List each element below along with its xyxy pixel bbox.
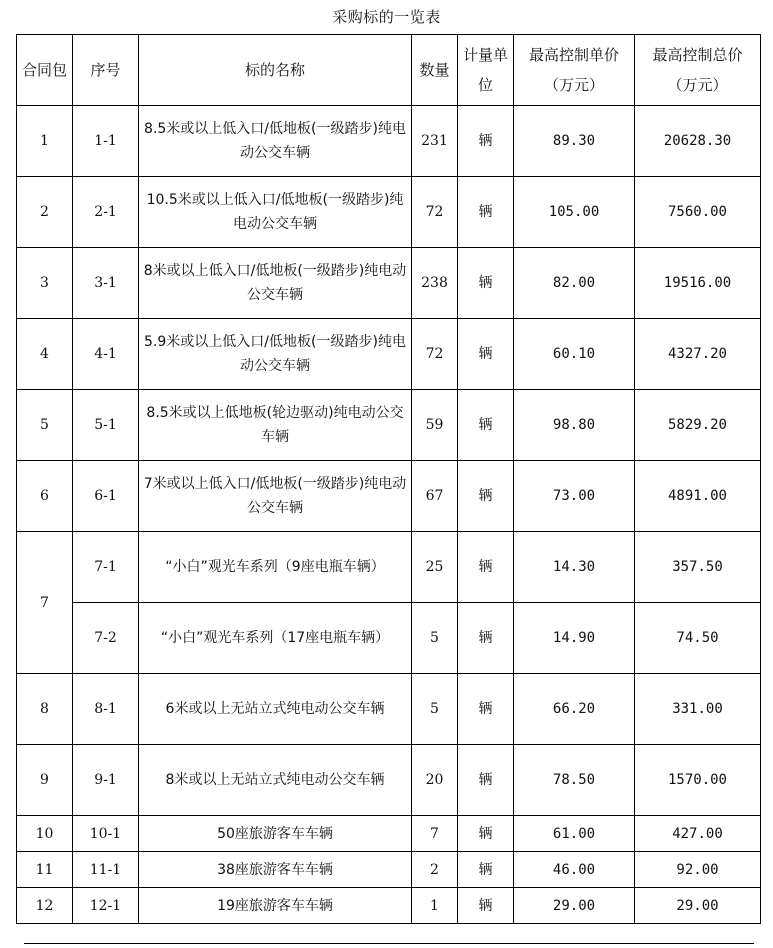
cell-package: 10	[17, 816, 73, 852]
cell-total-price: 331.00	[635, 674, 761, 745]
cell-unit-price: 89.30	[514, 106, 635, 177]
cell-total-price: 19516.00	[635, 248, 761, 319]
cell-seq: 2-1	[73, 177, 139, 248]
cell-unit: 辆	[458, 888, 514, 924]
cell-name: 6米或以上无站立式纯电动公交车辆	[139, 674, 412, 745]
cell-name: 7米或以上低入口/低地板(一级踏步)纯电动公交车辆	[139, 461, 412, 532]
cell-qty: 1	[412, 888, 458, 924]
cell-unit-price: 105.00	[514, 177, 635, 248]
cell-unit-price: 73.00	[514, 461, 635, 532]
cell-total-price: 92.00	[635, 852, 761, 888]
cell-qty: 25	[412, 532, 458, 603]
cell-package: 2	[17, 177, 73, 248]
cell-unit: 辆	[458, 390, 514, 461]
cell-unit: 辆	[458, 248, 514, 319]
cell-qty: 7	[412, 816, 458, 852]
table-row	[17, 248, 761, 319]
table-header-row	[17, 35, 761, 106]
header-total-price: 最高控制总价 （万元）	[635, 35, 761, 106]
cell-seq: 12-1	[73, 888, 139, 924]
cell-seq: 7-2	[73, 603, 139, 674]
cell-name: 8米或以上低入口/低地板(一级踏步)纯电动公交车辆	[139, 248, 412, 319]
cell-qty: 5	[412, 674, 458, 745]
cell-package: 9	[17, 745, 73, 816]
table-row	[17, 674, 761, 745]
cell-unit: 辆	[458, 532, 514, 603]
cell-seq: 7-1	[73, 532, 139, 603]
cell-unit: 辆	[458, 674, 514, 745]
cell-total-price: 20628.30	[635, 106, 761, 177]
cell-total-price: 4327.20	[635, 319, 761, 390]
header-package: 合同包	[17, 35, 73, 106]
cell-package: 1	[17, 106, 73, 177]
table-row	[17, 852, 761, 888]
cell-unit: 辆	[458, 816, 514, 852]
table-row	[17, 390, 761, 461]
cell-unit-price: 82.00	[514, 248, 635, 319]
table-row	[17, 177, 761, 248]
cell-seq: 1-1	[73, 106, 139, 177]
table-row	[17, 106, 761, 177]
cell-unit-price: 66.20	[514, 674, 635, 745]
procurement-table	[16, 34, 761, 924]
cell-qty: 72	[412, 177, 458, 248]
cell-unit: 辆	[458, 852, 514, 888]
cell-name: 5.9米或以上低入口/低地板(一级踏步)纯电动公交车辆	[139, 319, 412, 390]
cell-name: 8.5米或以上低入口/低地板(一级踏步)纯电动公交车辆	[139, 106, 412, 177]
header-unit-price: 最高控制单价（万元）	[514, 35, 635, 106]
cell-total-price: 5829.20	[635, 390, 761, 461]
cell-total-price: 427.00	[635, 816, 761, 852]
cell-qty: 2	[412, 852, 458, 888]
cell-seq: 8-1	[73, 674, 139, 745]
cell-unit-price: 98.80	[514, 390, 635, 461]
cell-total-price: 4891.00	[635, 461, 761, 532]
cell-package: 12	[17, 888, 73, 924]
cell-package: 7	[17, 532, 73, 674]
cell-name: 19座旅游客车车辆	[139, 888, 412, 924]
cell-total-price: 29.00	[635, 888, 761, 924]
header-name: 标的名称	[139, 35, 412, 106]
cell-unit: 辆	[458, 106, 514, 177]
table-row	[17, 532, 761, 603]
cell-name: 10.5米或以上低入口/低地板(一级踏步)纯电动公交车辆	[139, 177, 412, 248]
cell-unit-price: 61.00	[514, 816, 635, 852]
table-row	[17, 461, 761, 532]
cell-unit: 辆	[458, 745, 514, 816]
cell-unit-price: 78.50	[514, 745, 635, 816]
cell-unit-price: 60.10	[514, 319, 635, 390]
header-seq: 序号	[73, 35, 139, 106]
cell-unit: 辆	[458, 461, 514, 532]
table-row	[17, 888, 761, 924]
cell-unit-price: 29.00	[514, 888, 635, 924]
cell-package: 6	[17, 461, 73, 532]
cell-unit-price: 14.90	[514, 603, 635, 674]
cell-qty: 231	[412, 106, 458, 177]
cell-seq: 4-1	[73, 319, 139, 390]
cell-qty: 67	[412, 461, 458, 532]
cell-qty: 20	[412, 745, 458, 816]
cell-name: 50座旅游客车车辆	[139, 816, 412, 852]
page-bottom-rule	[24, 943, 754, 944]
cell-total-price: 74.50	[635, 603, 761, 674]
cell-name: 8.5米或以上低地板(轮边驱动)纯电动公交车辆	[139, 390, 412, 461]
cell-seq: 10-1	[73, 816, 139, 852]
cell-unit-price: 46.00	[514, 852, 635, 888]
table-title: 采购标的一览表	[332, 8, 441, 26]
table-row	[17, 603, 761, 674]
cell-name: 8米或以上无站立式纯电动公交车辆	[139, 745, 412, 816]
cell-package: 3	[17, 248, 73, 319]
cell-total-price: 357.50	[635, 532, 761, 603]
table-row	[17, 816, 761, 852]
cell-seq: 11-1	[73, 852, 139, 888]
cell-package: 8	[17, 674, 73, 745]
cell-package: 4	[17, 319, 73, 390]
cell-seq: 3-1	[73, 248, 139, 319]
cell-total-price: 1570.00	[635, 745, 761, 816]
cell-unit-price: 14.30	[514, 532, 635, 603]
cell-unit: 辆	[458, 603, 514, 674]
cell-qty: 59	[412, 390, 458, 461]
cell-qty: 5	[412, 603, 458, 674]
cell-total-price: 7560.00	[635, 177, 761, 248]
header-qty: 数量	[412, 35, 458, 106]
cell-package: 5	[17, 390, 73, 461]
cell-name: “小白”观光车系列（9座电瓶车辆）	[139, 532, 412, 603]
cell-name: “小白”观光车系列（17座电瓶车辆）	[139, 603, 412, 674]
cell-unit: 辆	[458, 319, 514, 390]
cell-qty: 72	[412, 319, 458, 390]
table-row	[17, 319, 761, 390]
cell-package: 11	[17, 852, 73, 888]
cell-unit: 辆	[458, 177, 514, 248]
cell-name: 38座旅游客车车辆	[139, 852, 412, 888]
cell-seq: 5-1	[73, 390, 139, 461]
cell-seq: 9-1	[73, 745, 139, 816]
cell-qty: 238	[412, 248, 458, 319]
cell-seq: 6-1	[73, 461, 139, 532]
header-unit: 计量单位	[458, 35, 514, 106]
table-row	[17, 745, 761, 816]
